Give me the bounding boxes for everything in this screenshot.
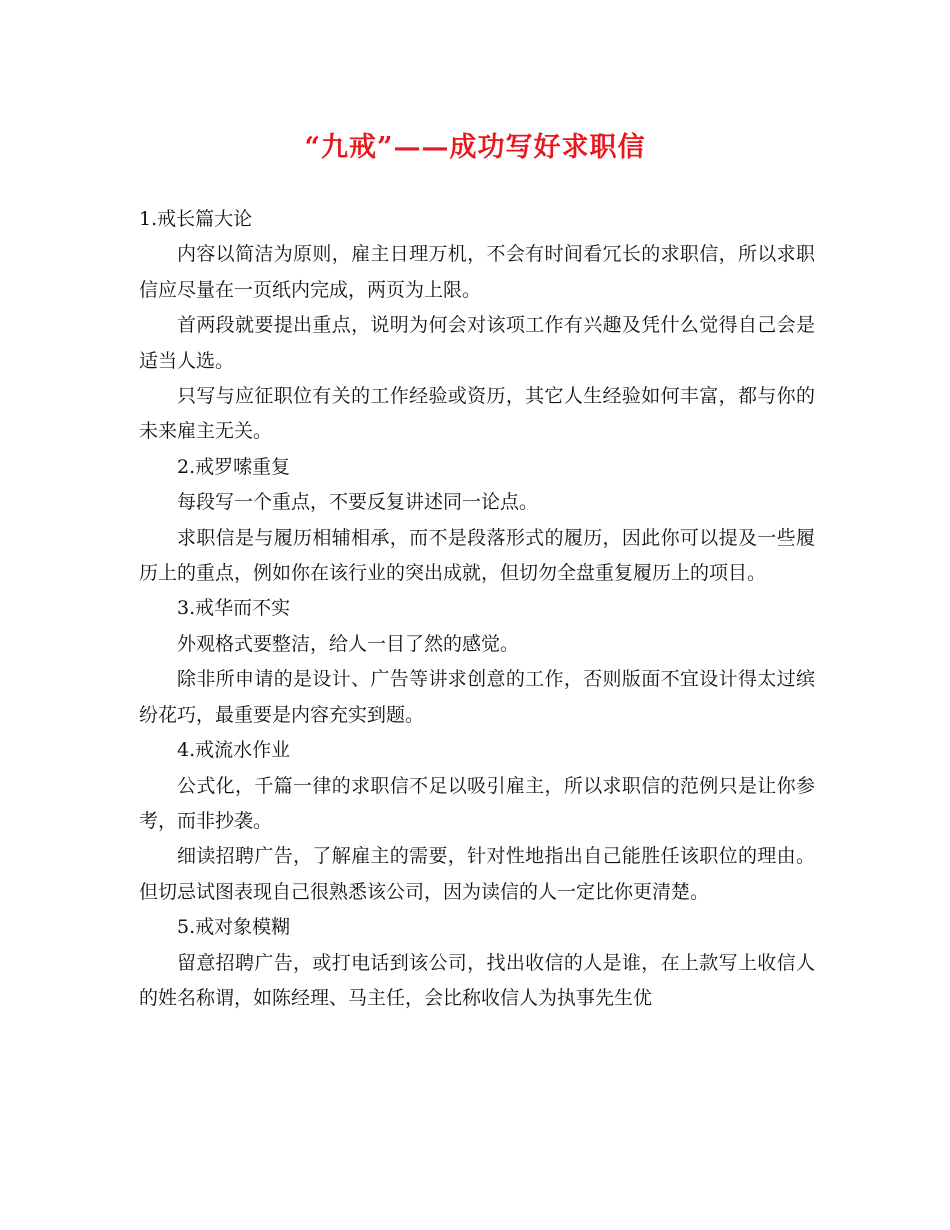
- paragraph: 首两段就要提出重点，说明为何会对该项工作有兴趣及凭什么觉得自己会是适当人选。: [139, 314, 815, 372]
- paragraph: 每段写一个重点，不要反复讲述同一论点。: [177, 491, 539, 514]
- section-heading-5: 5.戒对象模糊: [177, 916, 291, 939]
- document-body: [139, 202, 815, 1016]
- section-heading-4: 4.戒流水作业: [177, 739, 291, 762]
- section-heading-1: 1.戒长篇大论: [139, 208, 253, 230]
- paragraph: 除非所申请的是设计、广告等讲求创意的工作，否则版面不宜设计得太过缤纷花巧，最重要是内容充实到题。: [139, 668, 815, 726]
- paragraph: 求职信是与履历相辅相承，而不是段落形式的履历，因此你可以提及一些履历上的重点，例如你在该行业的突出成就，但切勿全盘重复履历上的项目。: [139, 526, 815, 585]
- document-title: “九戒”——成功写好求职信: [304, 132, 646, 163]
- paragraph: 外观格式要整洁，给人一目了然的感觉。: [177, 632, 520, 655]
- section-heading-2: 2.戒罗嗦重复: [177, 455, 291, 478]
- paragraph: 细读招聘广告，了解雇主的需要，针对性地指出自己能胜任该职位的理由。但切忌试图表现自己很熟悉该公司，因为读信的人一定比你更清楚。: [139, 845, 815, 903]
- section-heading-3: 3.戒华而不实: [177, 597, 291, 620]
- paragraph: 留意招聘广告，或打电话到该公司，找出收信的人是谁，在上款写上收信人的姓名称谓，如陈经理、马主任，会比称收信人为执事先生优: [139, 951, 815, 1009]
- paragraph: 内容以简洁为原则，雇主日理万机，不会有时间看冗长的求职信，所以求职信应尽量在一页纸内完成，两页为上限。: [139, 243, 815, 301]
- paragraph: 只写与应征职位有关的工作经验或资历，其它人生经验如何丰富，都与你的未来雇主无关。: [139, 385, 815, 443]
- paragraph: 公式化，千篇一律的求职信不足以吸引雇主，所以求职信的范例只是让你参考，而非抄袭。: [139, 774, 815, 832]
